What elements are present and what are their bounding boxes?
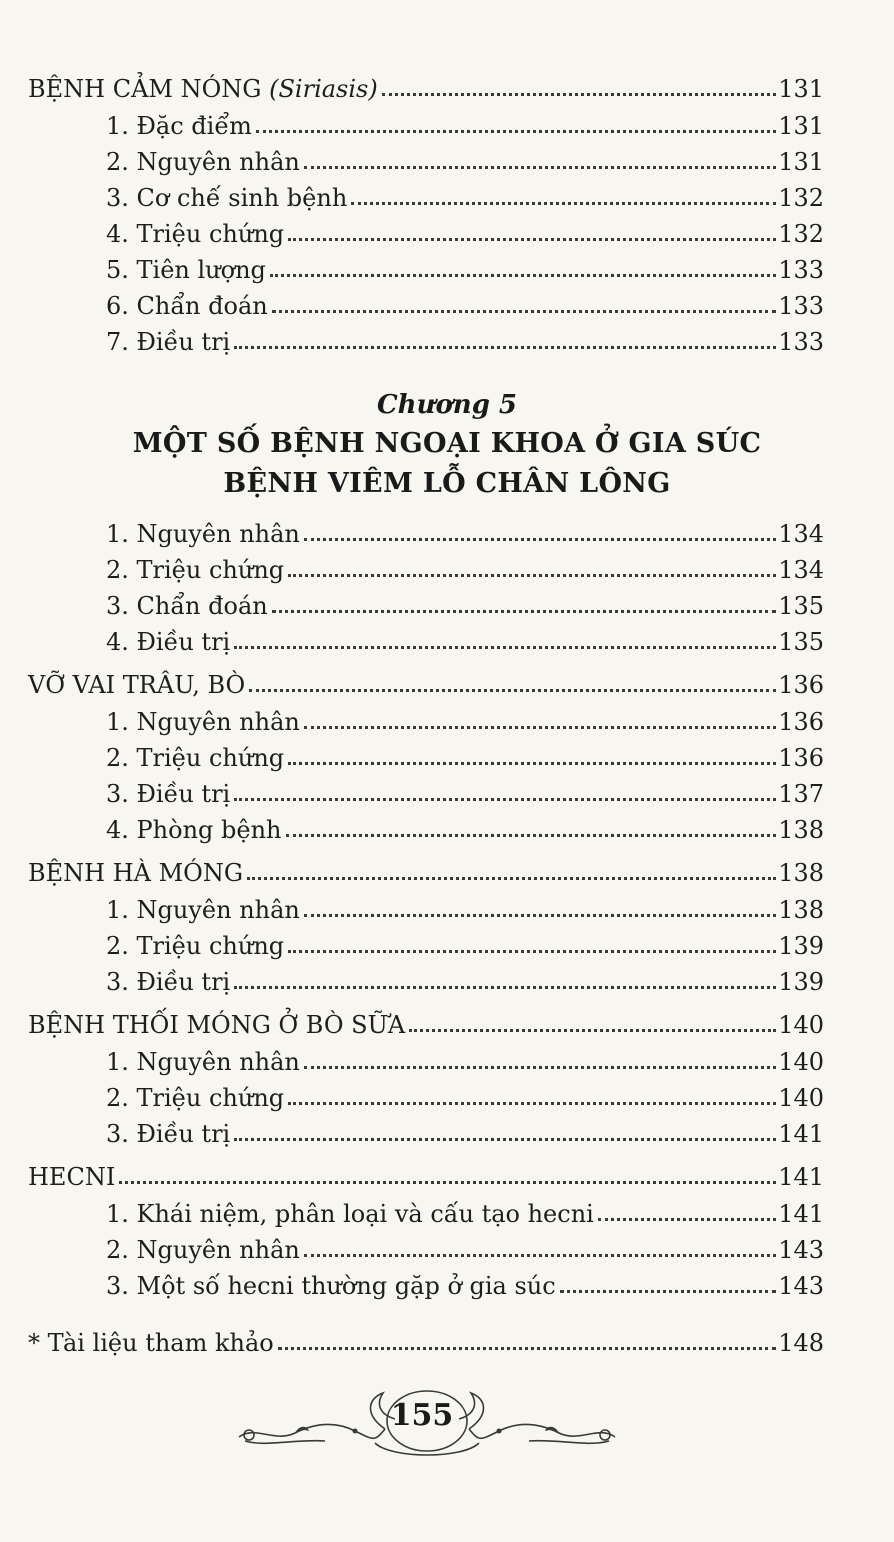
toc-item: 1. Nguyên nhân 136 [106,708,824,736]
toc-item: 3. Điều trị 137 [106,780,824,808]
toc-references: * Tài liệu tham khảo 148 [28,1329,824,1357]
toc-item: 2. Triệu chứng 136 [106,744,824,772]
toc-item: 1. Nguyên nhân 134 [106,520,824,548]
chapter-title: MỘT SỐ BỆNH NGOẠI KHOA Ở GIA SÚC [132,428,762,459]
toc-item: 3. Điều trị 141 [106,1120,824,1148]
toc-item: 4. Điều trị 135 [106,628,824,656]
toc-item: 3. Một số hecni thường gặp ở gia súc 143 [106,1272,824,1300]
toc-item: 2. Triệu chứng 140 [106,1084,824,1112]
toc-item: 6. Chẩn đoán 133 [106,292,824,320]
chapter-number: Chương 5 [376,390,518,420]
chapter-subtitle: BỆNH VIÊM LỖ CHÂN LÔNG [223,468,671,499]
toc-section-cam-nong [28,70,824,104]
page-number: 155 [390,1398,454,1433]
toc-item: 2. Triệu chứng 134 [106,556,824,584]
toc-item: 1. Nguyên nhân 138 [106,896,824,924]
toc-item: 7. Điều trị 133 [106,328,824,356]
toc-item: 2. Nguyên nhân 143 [106,1236,824,1264]
toc-section: BỆNH HÀ MÓNG 138 [28,859,824,887]
toc-section-title: BỆNH CẢM NÓNG (Siriasis) [28,75,378,103]
toc-item: 2. Triệu chứng 139 [106,932,824,960]
toc-item: 1. Nguyên nhân 140 [106,1048,824,1076]
dot-leader [382,93,776,96]
toc-page-number: 131 [778,75,824,103]
toc-section: HECNI 141 [28,1163,824,1191]
toc-item: 5. Tiên lượng 133 [106,256,824,284]
toc-section: VỠ VAI TRÂU, BÒ 136 [28,671,824,699]
toc-item: 2. Nguyên nhân 131 [106,148,824,176]
toc-item: 1. Đặc điểm 131 [106,112,824,140]
toc-item: 4. Triệu chứng 132 [106,220,824,248]
toc-item: 3. Điều trị 139 [106,968,824,996]
toc-section: BỆNH THỐI MÓNG Ở BÒ SỮA 140 [28,1011,824,1039]
toc-item: 3. Cơ chế sinh bệnh 132 [106,184,824,212]
toc-item: 1. Khái niệm, phân loại và cấu tạo hecni 141 [106,1200,824,1228]
toc-item: 3. Chẩn đoán 135 [106,592,824,620]
toc-item: 4. Phòng bệnh 138 [106,816,824,844]
